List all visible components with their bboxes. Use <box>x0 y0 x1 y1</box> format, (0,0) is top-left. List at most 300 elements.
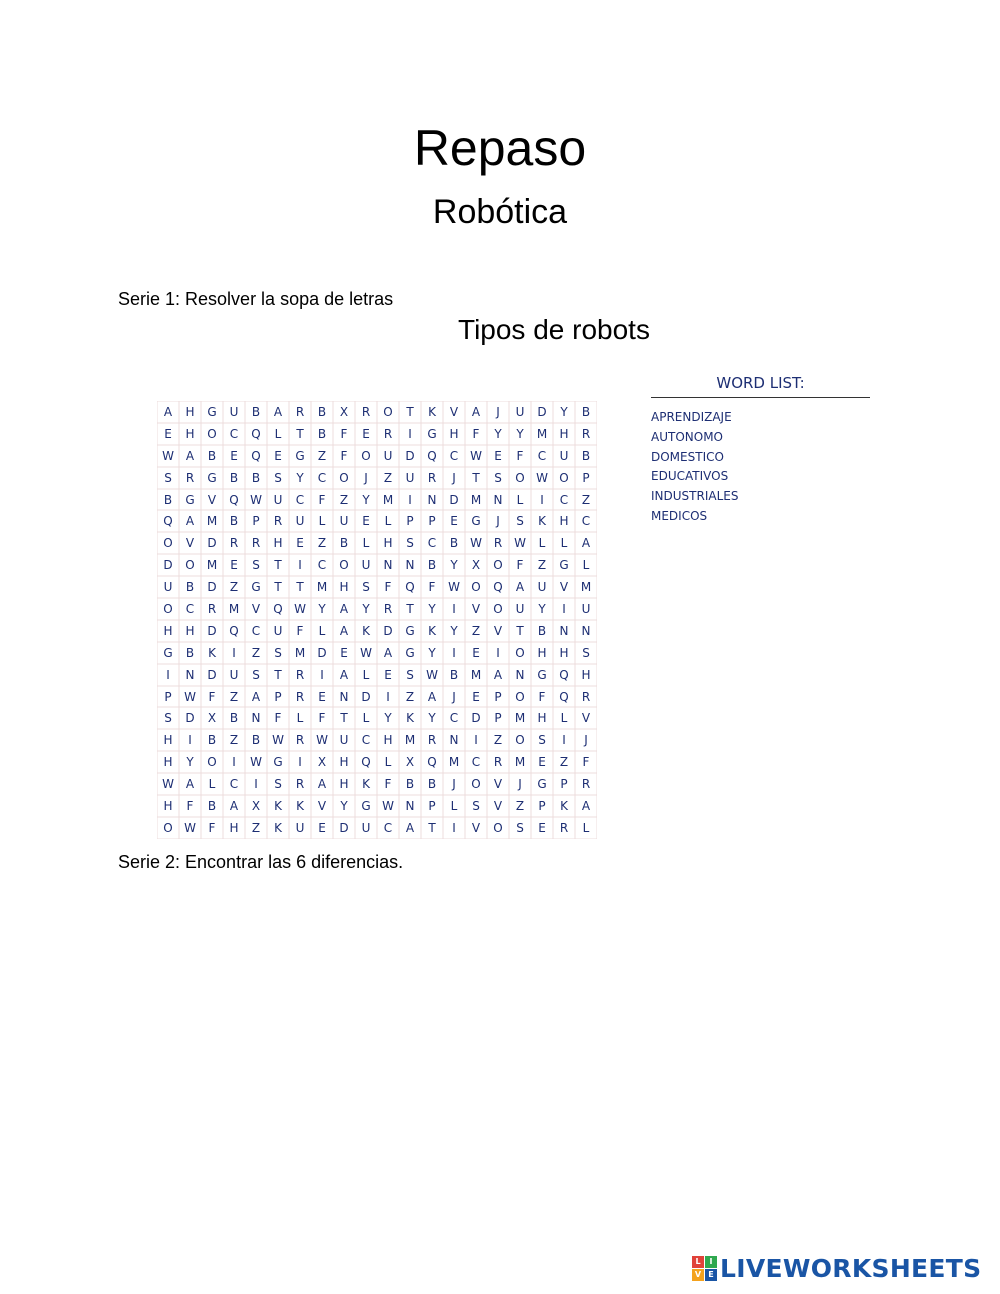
grid-letter[interactable]: O <box>465 576 487 598</box>
grid-letter[interactable]: C <box>443 707 465 729</box>
grid-letter[interactable]: C <box>465 751 487 773</box>
grid-letter[interactable]: M <box>575 576 597 598</box>
grid-letter[interactable]: N <box>399 554 421 576</box>
grid-letter[interactable]: N <box>509 664 531 686</box>
grid-letter[interactable]: V <box>487 773 509 795</box>
grid-letter[interactable]: C <box>223 773 245 795</box>
grid-letter[interactable]: H <box>157 751 179 773</box>
grid-letter[interactable]: I <box>531 489 553 511</box>
grid-letter[interactable]: R <box>575 423 597 445</box>
grid-letter[interactable]: E <box>311 686 333 708</box>
grid-letter[interactable]: R <box>355 401 377 423</box>
grid-letter[interactable]: G <box>201 467 223 489</box>
grid-letter[interactable]: N <box>443 729 465 751</box>
grid-letter[interactable]: J <box>443 467 465 489</box>
grid-letter[interactable]: N <box>179 664 201 686</box>
grid-letter[interactable]: Z <box>333 489 355 511</box>
grid-letter[interactable]: K <box>421 401 443 423</box>
grid-letter[interactable]: F <box>311 707 333 729</box>
grid-letter[interactable]: Z <box>487 729 509 751</box>
grid-letter[interactable]: F <box>465 423 487 445</box>
grid-letter[interactable]: B <box>179 576 201 598</box>
grid-letter[interactable]: N <box>575 620 597 642</box>
grid-letter[interactable]: R <box>421 729 443 751</box>
grid-letter[interactable]: I <box>553 729 575 751</box>
grid-letter[interactable]: N <box>399 795 421 817</box>
grid-letter[interactable]: E <box>289 532 311 554</box>
grid-letter[interactable]: R <box>377 598 399 620</box>
grid-letter[interactable]: O <box>179 554 201 576</box>
grid-letter[interactable]: H <box>157 729 179 751</box>
grid-letter[interactable]: U <box>531 576 553 598</box>
grid-letter[interactable]: Y <box>487 423 509 445</box>
grid-letter[interactable]: E <box>465 686 487 708</box>
grid-letter[interactable]: V <box>201 489 223 511</box>
grid-letter[interactable]: O <box>157 598 179 620</box>
grid-letter[interactable]: P <box>421 510 443 532</box>
grid-letter[interactable]: U <box>553 445 575 467</box>
grid-letter[interactable]: T <box>289 423 311 445</box>
grid-letter[interactable]: E <box>157 423 179 445</box>
grid-letter[interactable]: U <box>289 510 311 532</box>
grid-letter[interactable]: A <box>509 576 531 598</box>
grid-letter[interactable]: I <box>157 664 179 686</box>
grid-letter[interactable]: P <box>267 686 289 708</box>
grid-letter[interactable]: P <box>245 510 267 532</box>
grid-letter[interactable]: M <box>399 729 421 751</box>
grid-letter[interactable]: N <box>333 686 355 708</box>
grid-letter[interactable]: Q <box>157 510 179 532</box>
grid-letter[interactable]: L <box>377 751 399 773</box>
grid-letter[interactable]: R <box>289 773 311 795</box>
grid-letter[interactable]: I <box>223 751 245 773</box>
grid-letter[interactable]: A <box>333 664 355 686</box>
grid-letter[interactable]: F <box>179 795 201 817</box>
grid-letter[interactable]: C <box>311 467 333 489</box>
grid-letter[interactable]: E <box>377 664 399 686</box>
grid-letter[interactable]: H <box>553 642 575 664</box>
grid-letter[interactable]: I <box>443 598 465 620</box>
grid-letter[interactable]: H <box>553 510 575 532</box>
grid-letter[interactable]: O <box>509 467 531 489</box>
grid-letter[interactable]: S <box>399 664 421 686</box>
grid-letter[interactable]: Z <box>311 532 333 554</box>
grid-letter[interactable]: F <box>575 751 597 773</box>
grid-letter[interactable]: D <box>179 707 201 729</box>
grid-letter[interactable]: U <box>333 510 355 532</box>
grid-letter[interactable]: A <box>267 401 289 423</box>
grid-letter[interactable]: U <box>355 817 377 839</box>
grid-letter[interactable]: V <box>465 598 487 620</box>
grid-letter[interactable]: Q <box>223 489 245 511</box>
grid-letter[interactable]: V <box>553 576 575 598</box>
grid-letter[interactable]: D <box>201 620 223 642</box>
grid-letter[interactable]: G <box>201 401 223 423</box>
grid-letter[interactable]: P <box>399 510 421 532</box>
grid-letter[interactable]: Z <box>245 817 267 839</box>
grid-letter[interactable]: J <box>443 686 465 708</box>
grid-letter[interactable]: C <box>553 489 575 511</box>
grid-letter[interactable]: N <box>245 707 267 729</box>
grid-letter[interactable]: L <box>553 532 575 554</box>
grid-letter[interactable]: F <box>201 817 223 839</box>
grid-letter[interactable]: E <box>531 817 553 839</box>
grid-letter[interactable]: B <box>311 423 333 445</box>
grid-letter[interactable]: Y <box>179 751 201 773</box>
grid-letter[interactable]: B <box>223 707 245 729</box>
grid-letter[interactable]: T <box>267 576 289 598</box>
grid-letter[interactable]: B <box>421 554 443 576</box>
grid-letter[interactable]: C <box>575 510 597 532</box>
grid-letter[interactable]: I <box>289 554 311 576</box>
grid-letter[interactable]: Z <box>223 729 245 751</box>
grid-letter[interactable]: U <box>267 489 289 511</box>
grid-letter[interactable]: R <box>245 532 267 554</box>
grid-letter[interactable]: S <box>355 576 377 598</box>
grid-letter[interactable]: I <box>245 773 267 795</box>
grid-letter[interactable]: A <box>311 773 333 795</box>
grid-letter[interactable]: B <box>245 467 267 489</box>
grid-letter[interactable]: R <box>575 686 597 708</box>
grid-letter[interactable]: H <box>377 729 399 751</box>
grid-letter[interactable]: Y <box>421 642 443 664</box>
grid-letter[interactable]: O <box>333 467 355 489</box>
grid-letter[interactable]: G <box>267 751 289 773</box>
grid-letter[interactable]: Y <box>333 795 355 817</box>
grid-letter[interactable]: P <box>487 707 509 729</box>
grid-letter[interactable]: H <box>179 423 201 445</box>
grid-letter[interactable]: R <box>553 817 575 839</box>
grid-letter[interactable]: Q <box>245 445 267 467</box>
grid-letter[interactable]: Q <box>421 751 443 773</box>
grid-letter[interactable]: L <box>355 532 377 554</box>
grid-letter[interactable]: Z <box>509 795 531 817</box>
grid-letter[interactable]: S <box>509 510 531 532</box>
grid-letter[interactable]: B <box>443 664 465 686</box>
grid-letter[interactable]: O <box>509 642 531 664</box>
grid-letter[interactable]: L <box>267 423 289 445</box>
grid-letter[interactable]: L <box>443 795 465 817</box>
grid-letter[interactable]: R <box>179 467 201 489</box>
grid-letter[interactable]: C <box>311 554 333 576</box>
grid-letter[interactable]: K <box>553 795 575 817</box>
grid-letter[interactable]: L <box>377 510 399 532</box>
grid-letter[interactable]: X <box>201 707 223 729</box>
grid-letter[interactable]: L <box>553 707 575 729</box>
grid-letter[interactable]: A <box>179 510 201 532</box>
grid-letter[interactable]: M <box>201 510 223 532</box>
grid-letter[interactable]: P <box>487 686 509 708</box>
grid-letter[interactable]: S <box>531 729 553 751</box>
grid-letter[interactable]: R <box>377 423 399 445</box>
grid-letter[interactable]: L <box>575 554 597 576</box>
grid-letter[interactable]: P <box>575 467 597 489</box>
grid-letter[interactable]: D <box>355 686 377 708</box>
grid-letter[interactable]: T <box>421 817 443 839</box>
grid-letter[interactable]: F <box>333 423 355 445</box>
grid-letter[interactable]: T <box>267 664 289 686</box>
grid-letter[interactable]: M <box>465 489 487 511</box>
grid-letter[interactable]: C <box>289 489 311 511</box>
grid-letter[interactable]: Y <box>553 401 575 423</box>
grid-letter[interactable]: A <box>245 686 267 708</box>
grid-letter[interactable]: I <box>377 686 399 708</box>
grid-letter[interactable]: V <box>487 795 509 817</box>
grid-letter[interactable]: B <box>421 773 443 795</box>
grid-letter[interactable]: Q <box>421 445 443 467</box>
grid-letter[interactable]: A <box>575 795 597 817</box>
grid-letter[interactable]: K <box>267 817 289 839</box>
grid-letter[interactable]: U <box>223 401 245 423</box>
grid-letter[interactable]: X <box>311 751 333 773</box>
grid-letter[interactable]: E <box>267 445 289 467</box>
grid-letter[interactable]: Z <box>245 642 267 664</box>
grid-letter[interactable]: W <box>289 598 311 620</box>
grid-letter[interactable]: A <box>179 773 201 795</box>
grid-letter[interactable]: K <box>201 642 223 664</box>
grid-letter[interactable]: L <box>575 817 597 839</box>
grid-letter[interactable]: W <box>157 445 179 467</box>
grid-letter[interactable]: H <box>531 642 553 664</box>
grid-letter[interactable]: I <box>399 489 421 511</box>
grid-letter[interactable]: S <box>267 642 289 664</box>
grid-letter[interactable]: R <box>289 686 311 708</box>
grid-letter[interactable]: B <box>333 532 355 554</box>
grid-letter[interactable]: X <box>245 795 267 817</box>
grid-letter[interactable]: Y <box>531 598 553 620</box>
grid-letter[interactable]: A <box>399 817 421 839</box>
grid-letter[interactable]: H <box>443 423 465 445</box>
grid-letter[interactable]: D <box>333 817 355 839</box>
grid-letter[interactable]: F <box>377 576 399 598</box>
grid-letter[interactable]: A <box>421 686 443 708</box>
grid-letter[interactable]: T <box>333 707 355 729</box>
grid-letter[interactable]: M <box>377 489 399 511</box>
grid-letter[interactable]: P <box>421 795 443 817</box>
grid-letter[interactable]: H <box>333 773 355 795</box>
grid-letter[interactable]: B <box>223 510 245 532</box>
grid-letter[interactable]: D <box>201 532 223 554</box>
grid-letter[interactable]: A <box>377 642 399 664</box>
grid-letter[interactable]: V <box>179 532 201 554</box>
grid-letter[interactable]: I <box>465 729 487 751</box>
grid-letter[interactable]: R <box>223 532 245 554</box>
grid-letter[interactable]: D <box>377 620 399 642</box>
grid-letter[interactable]: V <box>465 817 487 839</box>
grid-letter[interactable]: H <box>333 576 355 598</box>
grid-letter[interactable]: G <box>553 554 575 576</box>
grid-letter[interactable]: B <box>245 401 267 423</box>
grid-letter[interactable]: H <box>179 401 201 423</box>
grid-letter[interactable]: D <box>157 554 179 576</box>
grid-letter[interactable]: L <box>355 664 377 686</box>
grid-letter[interactable]: R <box>487 532 509 554</box>
grid-letter[interactable]: T <box>399 598 421 620</box>
grid-letter[interactable]: D <box>465 707 487 729</box>
grid-letter[interactable]: Z <box>377 467 399 489</box>
grid-letter[interactable]: U <box>575 598 597 620</box>
grid-letter[interactable]: H <box>333 751 355 773</box>
grid-letter[interactable]: I <box>399 423 421 445</box>
grid-letter[interactable]: W <box>245 489 267 511</box>
grid-letter[interactable]: K <box>531 510 553 532</box>
grid-letter[interactable]: A <box>157 401 179 423</box>
grid-letter[interactable]: H <box>179 620 201 642</box>
grid-letter[interactable]: L <box>311 620 333 642</box>
grid-letter[interactable]: S <box>267 467 289 489</box>
grid-letter[interactable]: I <box>443 817 465 839</box>
grid-letter[interactable]: T <box>509 620 531 642</box>
grid-letter[interactable]: G <box>531 664 553 686</box>
grid-letter[interactable]: Q <box>355 751 377 773</box>
grid-letter[interactable]: W <box>531 467 553 489</box>
grid-letter[interactable]: Y <box>289 467 311 489</box>
grid-letter[interactable]: Q <box>553 664 575 686</box>
grid-letter[interactable]: G <box>179 489 201 511</box>
grid-letter[interactable]: H <box>157 795 179 817</box>
grid-letter[interactable]: U <box>509 598 531 620</box>
grid-letter[interactable]: E <box>487 445 509 467</box>
grid-letter[interactable]: Y <box>421 598 443 620</box>
grid-letter[interactable]: L <box>355 707 377 729</box>
grid-letter[interactable]: E <box>311 817 333 839</box>
grid-letter[interactable]: C <box>223 423 245 445</box>
grid-letter[interactable]: T <box>399 401 421 423</box>
grid-letter[interactable]: O <box>487 554 509 576</box>
grid-letter[interactable]: F <box>201 686 223 708</box>
grid-letter[interactable]: A <box>333 598 355 620</box>
grid-letter[interactable]: R <box>487 751 509 773</box>
grid-letter[interactable]: G <box>531 773 553 795</box>
grid-letter[interactable]: Q <box>245 423 267 445</box>
grid-letter[interactable]: V <box>311 795 333 817</box>
grid-letter[interactable]: M <box>509 707 531 729</box>
grid-letter[interactable]: U <box>223 664 245 686</box>
grid-letter[interactable]: S <box>509 817 531 839</box>
grid-letter[interactable]: H <box>553 423 575 445</box>
grid-letter[interactable]: A <box>465 401 487 423</box>
grid-letter[interactable]: D <box>311 642 333 664</box>
grid-letter[interactable]: X <box>465 554 487 576</box>
grid-letter[interactable]: D <box>443 489 465 511</box>
grid-letter[interactable]: V <box>487 620 509 642</box>
grid-letter[interactable]: N <box>377 554 399 576</box>
grid-letter[interactable]: B <box>201 445 223 467</box>
grid-letter[interactable]: B <box>531 620 553 642</box>
grid-letter[interactable]: J <box>509 773 531 795</box>
grid-letter[interactable]: G <box>289 445 311 467</box>
grid-letter[interactable]: Z <box>223 686 245 708</box>
grid-letter[interactable]: U <box>333 729 355 751</box>
grid-letter[interactable]: I <box>443 642 465 664</box>
grid-letter[interactable]: U <box>399 467 421 489</box>
grid-letter[interactable]: G <box>421 423 443 445</box>
grid-letter[interactable]: J <box>355 467 377 489</box>
grid-letter[interactable]: L <box>311 510 333 532</box>
grid-letter[interactable]: Y <box>421 707 443 729</box>
grid-letter[interactable]: I <box>487 642 509 664</box>
grid-letter[interactable]: H <box>531 707 553 729</box>
grid-letter[interactable]: K <box>289 795 311 817</box>
grid-letter[interactable]: O <box>487 817 509 839</box>
grid-letter[interactable]: B <box>179 642 201 664</box>
grid-letter[interactable]: A <box>333 620 355 642</box>
grid-letter[interactable]: B <box>399 773 421 795</box>
grid-letter[interactable]: I <box>289 751 311 773</box>
grid-letter[interactable]: C <box>421 532 443 554</box>
grid-letter[interactable]: F <box>289 620 311 642</box>
grid-letter[interactable]: F <box>377 773 399 795</box>
grid-letter[interactable]: S <box>575 642 597 664</box>
grid-letter[interactable]: O <box>509 729 531 751</box>
grid-letter[interactable]: H <box>575 664 597 686</box>
grid-letter[interactable]: B <box>157 489 179 511</box>
grid-letter[interactable]: H <box>157 620 179 642</box>
grid-letter[interactable]: U <box>157 576 179 598</box>
grid-letter[interactable]: T <box>267 554 289 576</box>
grid-letter[interactable]: Y <box>377 707 399 729</box>
grid-letter[interactable]: Y <box>509 423 531 445</box>
grid-letter[interactable]: W <box>509 532 531 554</box>
grid-letter[interactable]: S <box>487 467 509 489</box>
grid-letter[interactable]: S <box>399 532 421 554</box>
grid-letter[interactable]: E <box>355 423 377 445</box>
grid-letter[interactable]: M <box>289 642 311 664</box>
grid-letter[interactable]: R <box>267 510 289 532</box>
grid-letter[interactable]: Z <box>311 445 333 467</box>
grid-letter[interactable]: N <box>553 620 575 642</box>
grid-letter[interactable]: G <box>157 642 179 664</box>
grid-letter[interactable]: V <box>245 598 267 620</box>
grid-letter[interactable]: E <box>223 445 245 467</box>
grid-letter[interactable]: C <box>355 729 377 751</box>
grid-letter[interactable]: W <box>179 817 201 839</box>
grid-letter[interactable]: G <box>399 642 421 664</box>
grid-letter[interactable]: K <box>355 620 377 642</box>
grid-letter[interactable]: M <box>201 554 223 576</box>
grid-letter[interactable]: W <box>157 773 179 795</box>
grid-letter[interactable]: Z <box>399 686 421 708</box>
grid-letter[interactable]: O <box>487 598 509 620</box>
grid-letter[interactable]: K <box>421 620 443 642</box>
grid-letter[interactable]: A <box>223 795 245 817</box>
grid-letter[interactable]: F <box>509 554 531 576</box>
grid-letter[interactable]: Z <box>553 751 575 773</box>
grid-letter[interactable]: D <box>201 576 223 598</box>
grid-letter[interactable]: O <box>509 686 531 708</box>
grid-letter[interactable]: C <box>531 445 553 467</box>
grid-letter[interactable]: B <box>245 729 267 751</box>
grid-letter[interactable]: R <box>289 729 311 751</box>
grid-letter[interactable]: Y <box>355 598 377 620</box>
grid-letter[interactable]: Q <box>553 686 575 708</box>
grid-letter[interactable]: J <box>443 773 465 795</box>
grid-letter[interactable]: Z <box>223 576 245 598</box>
grid-letter[interactable]: O <box>157 817 179 839</box>
grid-letter[interactable]: H <box>223 817 245 839</box>
grid-letter[interactable]: L <box>509 489 531 511</box>
grid-letter[interactable]: M <box>311 576 333 598</box>
grid-letter[interactable]: W <box>245 751 267 773</box>
grid-letter[interactable]: M <box>531 423 553 445</box>
grid-letter[interactable]: A <box>179 445 201 467</box>
grid-letter[interactable]: H <box>267 532 289 554</box>
grid-letter[interactable]: O <box>157 532 179 554</box>
grid-letter[interactable]: G <box>355 795 377 817</box>
grid-letter[interactable]: L <box>289 707 311 729</box>
grid-letter[interactable]: R <box>201 598 223 620</box>
grid-letter[interactable]: E <box>223 554 245 576</box>
